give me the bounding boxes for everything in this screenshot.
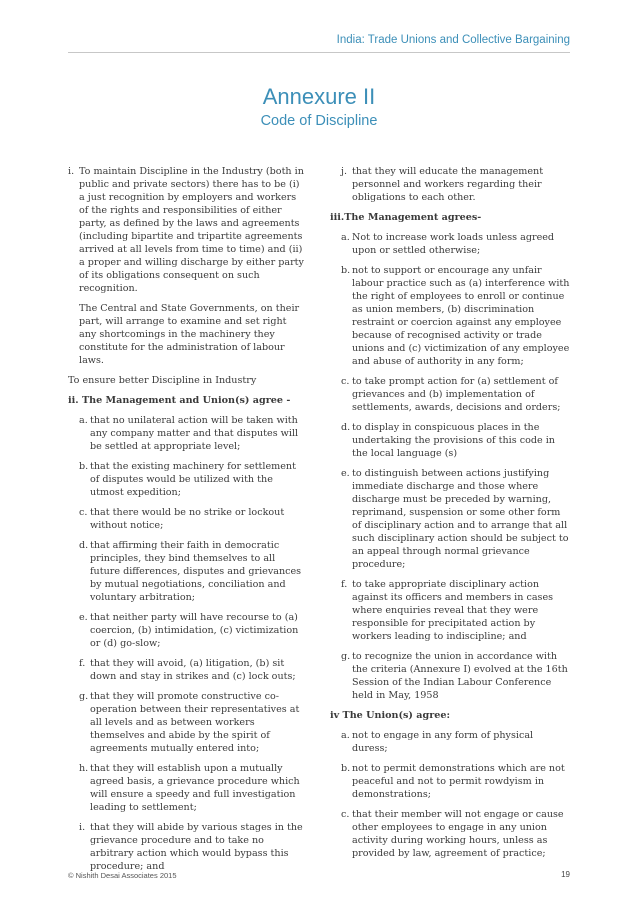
ensure-discipline-line: To ensure better Discipline in Industry xyxy=(68,375,257,386)
item-marker: a. xyxy=(341,232,350,243)
item-marker: j. xyxy=(341,166,348,177)
item-text: that neither party will have recourse to (a) coercion, (b) intimidation, (c) victimization or (d) go-slow; xyxy=(90,612,299,649)
page-title: Annexure II xyxy=(262,84,376,109)
item-text: that they will promote constructive co-operation between their representatives at all levels and as between workers themselves and abide by the spirit of agreements mutually entered into; xyxy=(90,691,300,754)
page-number: 19 xyxy=(561,870,570,879)
item-marker: g. xyxy=(341,651,351,662)
item-text: that the existing machinery for settlement of disputes would be utilized with the utmost expedition; xyxy=(90,461,296,498)
item-marker: i. xyxy=(68,166,75,177)
section-iii-heading: iii.The Management agrees- xyxy=(330,212,482,223)
item-text: that they will educate the management personnel and workers regarding their obligations to each other. xyxy=(352,166,544,203)
government-paragraph: The Central and State Governments, on their part, will arrange to examine and set right any shortcomings in the machinery they constitute for the administration of labour laws. xyxy=(79,303,300,366)
list-item xyxy=(79,762,306,814)
list-item xyxy=(79,460,306,499)
header-rule xyxy=(68,52,570,53)
list-item xyxy=(79,414,306,453)
list-item xyxy=(79,539,306,604)
item-text: To maintain Discipline in the Industry (both in public and private sectors) there has to be (i) a just recognition by employers and workers of the rights and responsibilities of either party, as defined by the laws and agreements (including bipartite and tripartite agreements arrived at all levels from time to time) and (ii) a proper and willing discharge by either party of its obligations consequent on such recognition. xyxy=(79,166,304,294)
list-item xyxy=(341,729,570,755)
section-iv-heading: iv The Union(s) agree: xyxy=(330,710,451,721)
item-text: not to engage in any form of physical duress; xyxy=(352,730,534,754)
item-marker: c. xyxy=(341,376,350,387)
section-i xyxy=(68,165,306,295)
item-marker: d. xyxy=(341,422,351,433)
item-text: that their member will not engage or cause other employees to engage in any union activity during working hours, unless as provided by law, agreement of practice; xyxy=(352,809,564,859)
list-item xyxy=(341,165,570,204)
right-column xyxy=(330,165,570,867)
item-marker: f. xyxy=(341,579,348,590)
item-marker: c. xyxy=(341,809,350,820)
list-item xyxy=(341,808,570,860)
footer-copyright: © Nishith Desai Associates 2015 xyxy=(68,871,177,880)
list-item xyxy=(79,611,306,650)
item-text: to take prompt action for (a) settlement of grievances and (b) implementation of settlements, awards, decisions and orders; xyxy=(352,376,561,413)
item-marker: f. xyxy=(79,658,86,669)
section-ii-heading: ii. The Management and Union(s) agree - xyxy=(68,395,291,406)
list-item xyxy=(341,467,570,571)
list-item xyxy=(341,578,570,643)
list-item xyxy=(79,657,306,683)
list-item xyxy=(341,421,570,460)
item-text: not to support or encourage any unfair labour practice such as (a) interference with the right of employees to enroll or continue as union members, (b) discrimination restraint or coercion against any employee because of recognised activity or trade unions and (c) victimization of any employee and abuse of authority in any form; xyxy=(352,265,570,367)
item-text: to distinguish between actions justifying immediate discharge and those where discharge must be preceded by warning, reprimand, suspension or some other form of disciplinary action and to arrange that all such disciplinary action should be subject to an appeal through normal grievance procedure; xyxy=(352,468,569,570)
item-marker: h. xyxy=(79,763,89,774)
left-column xyxy=(68,165,306,880)
item-text: that there would be no strike or lockout without notice; xyxy=(90,507,285,531)
list-item xyxy=(341,375,570,414)
running-title: India: Trade Unions and Collective Bargaining xyxy=(336,34,570,46)
item-text: to recognize the union in accordance with the criteria (Annexure I) evolved at the 16th Session of the Indian Labour Conference held in May, 1958 xyxy=(352,651,568,701)
item-marker: g. xyxy=(79,691,89,702)
item-text: that they will establish upon a mutually agreed basis, a grievance procedure which will ensure a speedy and full investigation leading to settlement; xyxy=(90,763,300,813)
item-marker: c. xyxy=(79,507,88,518)
list-item xyxy=(341,264,570,368)
item-text: to take appropriate disciplinary action against its officers and members in cases where enquiries reveal that they were responsible for precipitated action by workers leading to indiscipline; and xyxy=(352,579,554,642)
item-text: Not to increase work loads unless agreed upon or settled otherwise; xyxy=(352,232,555,256)
item-text: not to permit demonstrations which are not peaceful and not to permit rowdyism in demonstrations; xyxy=(352,763,565,800)
item-marker: e. xyxy=(79,612,88,623)
item-text: that they will abide by various stages in the grievance procedure and to take no arbitrary action which would bypass this procedure; and xyxy=(90,822,303,872)
item-marker: b. xyxy=(341,265,351,276)
item-text: that affirming their faith in democratic principles, they bind themselves to all future differences, disputes and grievances by mutual negotiations, conciliation and voluntary arbitration; xyxy=(90,540,302,603)
item-marker: a. xyxy=(341,730,350,741)
item-marker: e. xyxy=(341,468,350,479)
list-item xyxy=(79,821,306,873)
list-item xyxy=(341,762,570,801)
list-item xyxy=(79,690,306,755)
list-item xyxy=(341,650,570,702)
item-text: to display in conspicuous places in the undertaking the provisions of this code in the local language (s) xyxy=(352,422,555,459)
page-subtitle: Code of Discipline xyxy=(260,113,378,129)
item-marker: a. xyxy=(79,415,88,426)
item-marker: d. xyxy=(79,540,89,551)
item-text: that they will avoid, (a) litigation, (b) sit down and stay in strikes and (c) lock outs; xyxy=(90,658,296,682)
item-marker: i. xyxy=(79,822,86,833)
item-marker: b. xyxy=(341,763,351,774)
item-text: that no unilateral action will be taken with any company matter and that disputes will be settled at appropriate level; xyxy=(90,415,299,452)
item-marker: b. xyxy=(79,461,89,472)
list-item xyxy=(79,506,306,532)
list-item xyxy=(341,231,570,257)
